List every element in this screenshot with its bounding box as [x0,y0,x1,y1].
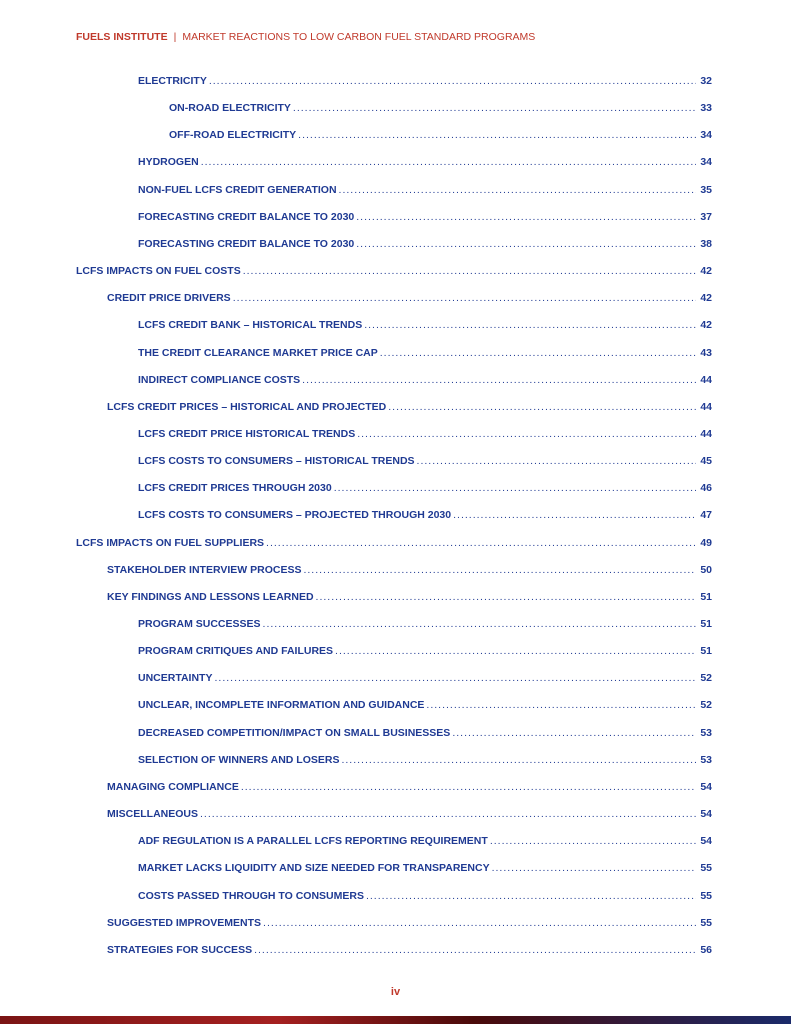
toc-entry-page: 53 [700,727,712,739]
toc-entry-page: 56 [700,944,712,956]
toc-entry-page: 55 [700,890,712,902]
toc-entry[interactable] [107,291,712,305]
toc-entry-label: MANAGING COMPLIANCE [107,781,239,793]
toc-leader-dots [316,590,696,604]
toc-leader-dots [453,508,696,522]
toc-entry-label: CREDIT PRICE DRIVERS [107,292,231,304]
publisher-name: FUELS INSTITUTE [76,31,168,43]
toc-entry[interactable] [138,74,712,88]
toc-entry[interactable] [169,101,712,115]
toc-entry-page: 43 [700,347,712,359]
toc-leader-dots [214,671,696,685]
toc-entry[interactable] [138,671,712,685]
toc-entry-page: 44 [700,374,712,386]
page-number: iv [390,986,401,998]
toc-entry[interactable] [138,861,712,875]
toc-leader-dots [335,644,696,658]
toc-entry[interactable] [76,264,712,278]
toc-entry[interactable] [169,128,712,142]
toc-entry-label: UNCERTAINTY [138,672,213,684]
toc-entry-page: 53 [700,754,712,766]
toc-entry[interactable] [107,563,712,577]
toc-leader-dots [339,183,696,197]
toc-entry-label: OFF-ROAD ELECTRICITY [169,129,297,141]
toc-entry-label: COSTS PASSED THROUGH TO CONSUMERS [138,890,364,902]
toc-entry-label: LCFS COSTS TO CONSUMERS – HISTORICAL TRENDS [138,455,415,467]
toc-leader-dots [298,128,696,142]
toc-entry[interactable] [107,780,712,794]
document-title: MARKET REACTIONS TO LOW CARBON FUEL STANDARD PROGRAMS [182,31,536,43]
toc-entry-page: 54 [700,835,712,847]
toc-leader-dots [266,536,696,550]
toc-entry[interactable] [138,427,712,441]
toc-entry-page: 46 [700,482,712,494]
toc-entry-page: 55 [700,862,712,874]
toc-entry-page: 42 [700,319,712,331]
running-header [76,31,535,43]
toc-entry[interactable] [138,318,712,332]
toc-entry[interactable] [138,237,712,251]
toc-entry-page: 55 [700,917,712,929]
toc-entry[interactable] [138,210,712,224]
toc-entry-page: 34 [700,129,712,141]
toc-entry-label: FORECASTING CREDIT BALANCE TO 2030 [138,238,355,250]
toc-entry-label: MARKET LACKS LIQUIDITY AND SIZE NEEDED FOR TRANSPARENCY [138,862,490,874]
toc-entry-page: 37 [700,211,712,223]
toc-entry-page: 51 [700,618,712,630]
toc-entry-page: 42 [700,292,712,304]
toc-leader-dots [303,563,696,577]
toc-entry-page: 52 [700,699,712,711]
toc-entry-label: LCFS COSTS TO CONSUMERS – PROJECTED THROUGH 2030 [138,509,452,521]
toc-entry-label: DECREASED COMPETITION/IMPACT ON SMALL BUSINESSES [138,727,451,739]
toc-entry[interactable] [138,454,712,468]
toc-entry-page: 35 [700,184,712,196]
toc-entry[interactable] [107,590,712,604]
toc-leader-dots [243,264,696,278]
toc-entry-page: 52 [700,672,712,684]
toc-leader-dots [241,780,696,794]
toc-entry[interactable] [76,536,712,550]
toc-leader-dots [364,318,696,332]
toc-entry-label: ADF REGULATION IS A PARALLEL LCFS REPORTING REQUIREMENT [138,835,488,847]
toc-leader-dots [366,889,696,903]
toc-leader-dots [356,237,696,251]
toc-leader-dots [490,834,696,848]
toc-entry-label: LCFS CREDIT PRICES – HISTORICAL AND PROJECTED [107,401,387,413]
toc-entry-page: 44 [700,401,712,413]
toc-entry-page: 54 [700,781,712,793]
toc-leader-dots [302,373,696,387]
toc-entry[interactable] [138,155,712,169]
toc-entry-page: 54 [700,808,712,820]
toc-entry[interactable] [138,373,712,387]
toc-leader-dots [357,427,696,441]
toc-entry-page: 38 [700,238,712,250]
toc-leader-dots [341,753,696,767]
toc-entry[interactable] [138,508,712,522]
toc-entry[interactable] [138,834,712,848]
toc-leader-dots [254,943,696,957]
toc-entry-label: ON-ROAD ELECTRICITY [169,102,291,114]
toc-leader-dots [233,291,696,305]
toc-entry-label: UNCLEAR, INCOMPLETE INFORMATION AND GUIDANCE [138,699,425,711]
toc-entry-label: SUGGESTED IMPROVEMENTS [107,917,262,929]
toc-entry-label: HYDROGEN [138,156,199,168]
toc-entry-label: PROGRAM SUCCESSES [138,618,261,630]
footer-color-bar [0,1016,791,1024]
toc-entry-label: STAKEHOLDER INTERVIEW PROCESS [107,564,302,576]
toc-entry-label: SELECTION OF WINNERS AND LOSERS [138,754,340,766]
toc-entry-page: 44 [700,428,712,440]
toc-leader-dots [417,454,696,468]
toc-leader-dots [356,210,696,224]
toc-entry-label: LCFS CREDIT PRICE HISTORICAL TRENDS [138,428,356,440]
toc-leader-dots [209,74,696,88]
toc-entry[interactable] [107,943,712,957]
toc-entry-page: 51 [700,645,712,657]
toc-entry[interactable] [138,644,712,658]
toc-leader-dots [452,726,696,740]
toc-entry-label: LCFS IMPACTS ON FUEL COSTS [76,265,241,277]
toc-entry-page: 47 [700,509,712,521]
toc-entry-label: FORECASTING CREDIT BALANCE TO 2030 [138,211,355,223]
toc-entry-label: KEY FINDINGS AND LESSONS LEARNED [107,591,314,603]
toc-entry[interactable] [138,346,712,360]
toc-entry-page: 50 [700,564,712,576]
toc-entry-label: MISCELLANEOUS [107,808,199,820]
toc-leader-dots [426,698,696,712]
toc-entry-label: LCFS CREDIT PRICES THROUGH 2030 [138,482,332,494]
toc-leader-dots [200,807,696,821]
toc-entry[interactable] [138,726,712,740]
toc-entry-page: 42 [700,265,712,277]
toc-entry-label: LCFS CREDIT BANK – HISTORICAL TRENDS [138,319,363,331]
toc-entry[interactable] [107,807,712,821]
toc-leader-dots [388,400,696,414]
toc-leader-dots [334,481,696,495]
toc-entry[interactable] [138,889,712,903]
toc-leader-dots [263,617,696,631]
toc-entry-label: THE CREDIT CLEARANCE MARKET PRICE CAP [138,347,378,359]
toc-entry[interactable] [138,617,712,631]
toc-leader-dots [201,155,696,169]
toc-entry[interactable] [138,753,712,767]
toc-entry-page: 32 [700,75,712,87]
toc-entry-label: LCFS IMPACTS ON FUEL SUPPLIERS [76,537,265,549]
toc-entry[interactable] [138,698,712,712]
toc-entry-page: 51 [700,591,712,603]
header-separator: | [173,31,177,43]
toc-entry-page: 45 [700,455,712,467]
toc-entry-page: 49 [700,537,712,549]
toc-entry-label: PROGRAM CRITIQUES AND FAILURES [138,645,334,657]
toc-entry-page: 33 [700,102,712,114]
toc-entry-page: 34 [700,156,712,168]
toc-entry-label: INDIRECT COMPLIANCE COSTS [138,374,301,386]
toc-leader-dots [293,101,696,115]
toc-entry[interactable] [107,400,712,414]
toc-entry-label: ELECTRICITY [138,75,207,87]
toc-entry[interactable] [107,916,712,930]
toc-entry[interactable] [138,183,712,197]
toc-entry-label: STRATEGIES FOR SUCCESS [107,944,253,956]
toc-leader-dots [492,861,696,875]
toc-entry-label: NON-FUEL LCFS CREDIT GENERATION [138,184,337,196]
toc-leader-dots [263,916,696,930]
toc-leader-dots [380,346,696,360]
toc-entry[interactable] [138,481,712,495]
